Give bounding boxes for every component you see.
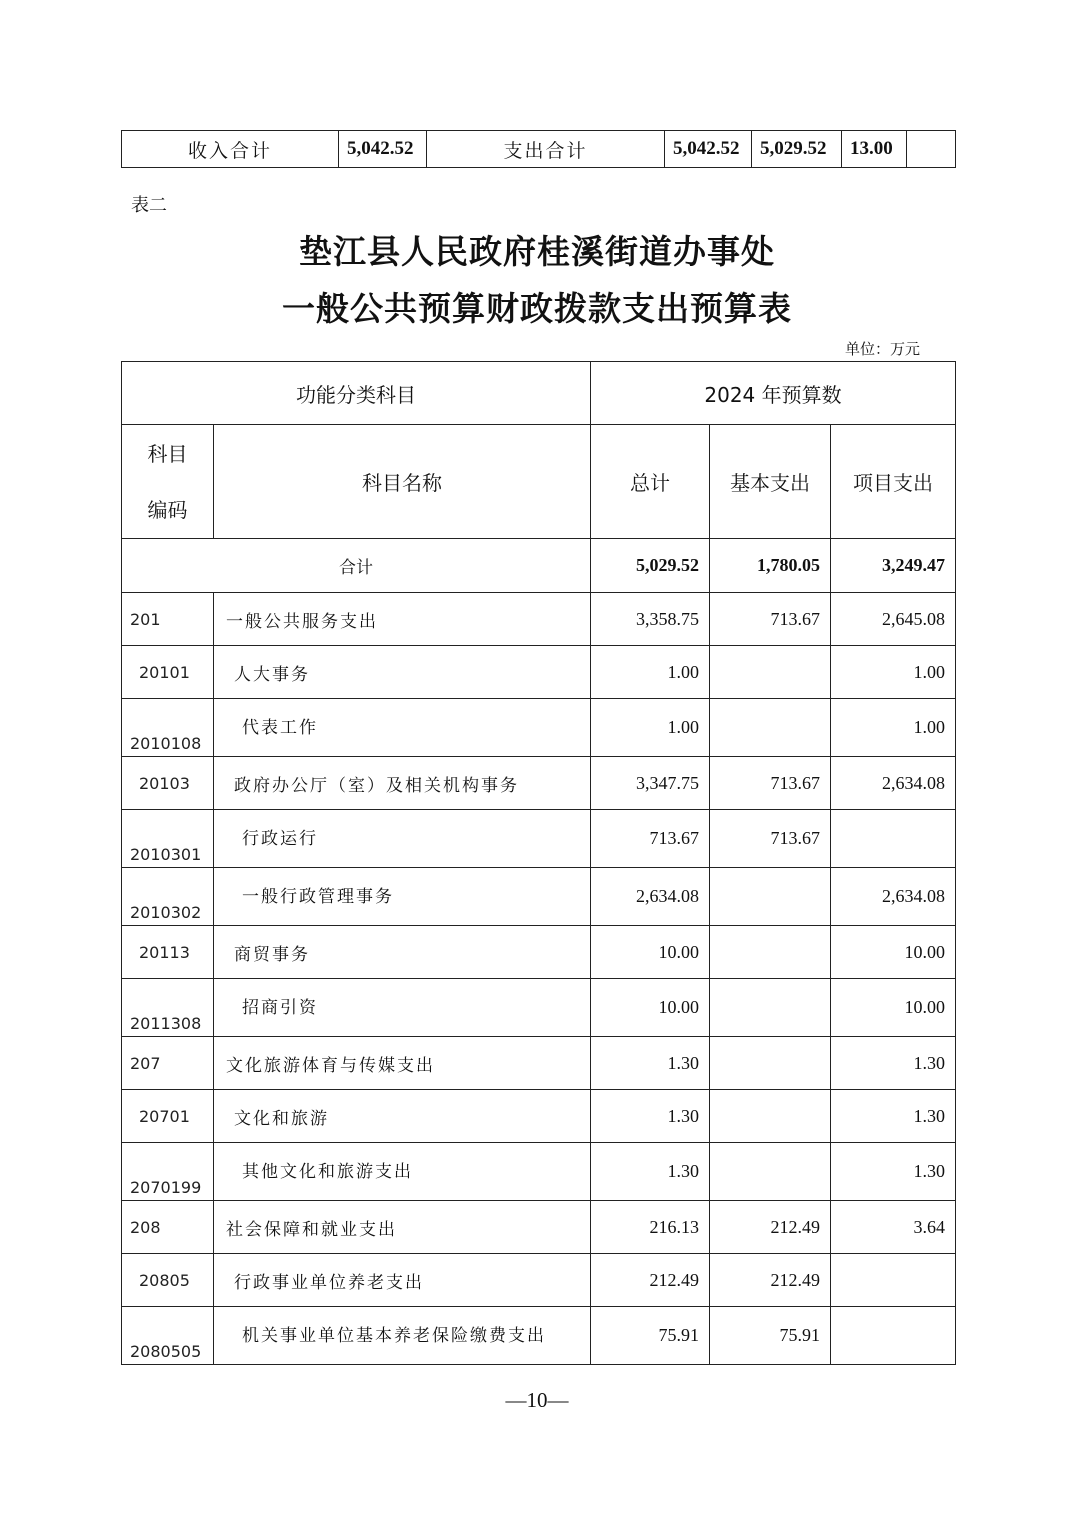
summary-row-table	[121, 130, 956, 168]
project-expense-cell: 1.30	[831, 1037, 956, 1090]
table-row	[122, 1201, 956, 1254]
project-expense-cell: 2,634.08	[831, 757, 956, 810]
subject-code-cell: 2070199	[122, 1143, 214, 1201]
table-row	[122, 1143, 956, 1201]
subject-name-cell: 代表工作	[214, 699, 591, 757]
total-cell: 1.00	[591, 699, 710, 757]
total-row-project: 3,249.47	[831, 539, 956, 593]
total-cell: 1.30	[591, 1090, 710, 1143]
project-expense-cell: 1.00	[831, 646, 956, 699]
expense-value-3: 13.00	[842, 131, 907, 168]
project-expense-cell: 3.64	[831, 1201, 956, 1254]
subject-code-cell: 201	[122, 593, 214, 646]
unit-label: 单位：万元	[844, 340, 920, 358]
page-title-line1: 垫江县人民政府桂溪街道办事处	[299, 232, 775, 271]
subject-code-cell: 207	[122, 1037, 214, 1090]
subject-code-header	[122, 425, 214, 539]
total-cell: 3,358.75	[591, 593, 710, 646]
project-expense-cell	[831, 810, 956, 868]
basic-expense-cell: 713.67	[710, 757, 831, 810]
total-cell: 2,634.08	[591, 868, 710, 926]
basic-expense-cell	[710, 646, 831, 699]
subject-name-cell: 人大事务	[214, 646, 591, 699]
subject-name-cell: 其他文化和旅游支出	[214, 1143, 591, 1201]
subject-code-cell: 20113	[122, 926, 214, 979]
project-expense-cell: 2,645.08	[831, 593, 956, 646]
basic-expense-cell	[710, 1090, 831, 1143]
project-expense-cell: 10.00	[831, 979, 956, 1037]
table-label: 表二	[131, 195, 167, 216]
subject-code-cell: 2010108	[122, 699, 214, 757]
functional-classification-header: 功能分类科目	[122, 362, 591, 425]
subject-code-cell: 2010302	[122, 868, 214, 926]
total-cell: 1.30	[591, 1143, 710, 1201]
project-expense-cell: 1.30	[831, 1143, 956, 1201]
table-row	[122, 1307, 956, 1365]
total-cell: 1.30	[591, 1037, 710, 1090]
total-cell: 713.67	[591, 810, 710, 868]
total-row	[122, 539, 956, 593]
total-cell: 1.00	[591, 646, 710, 699]
table-row	[122, 979, 956, 1037]
subject-code-cell: 20701	[122, 1090, 214, 1143]
total-cell: 212.49	[591, 1254, 710, 1307]
subject-code-cell: 20805	[122, 1254, 214, 1307]
subject-name-cell: 机关事业单位基本养老保险缴费支出	[214, 1307, 591, 1365]
basic-expense-cell	[710, 699, 831, 757]
project-expense-cell: 2,634.08	[831, 868, 956, 926]
subject-code-cell: 20103	[122, 757, 214, 810]
basic-expense-header: 基本支出	[710, 425, 831, 539]
subject-code-cell: 2080505	[122, 1307, 214, 1365]
page-number: —10—	[505, 1388, 569, 1412]
basic-expense-cell	[710, 1037, 831, 1090]
subject-code-header-line2: 编码	[147, 497, 188, 522]
subject-code-cell: 20101	[122, 646, 214, 699]
budget-year-header: 2024 年预算数	[591, 362, 956, 425]
basic-expense-cell: 713.67	[710, 810, 831, 868]
subject-name-cell: 招商引资	[214, 979, 591, 1037]
project-expense-cell	[831, 1254, 956, 1307]
subject-name-cell: 行政运行	[214, 810, 591, 868]
basic-expense-cell	[710, 979, 831, 1037]
subject-code-header-line1: 科目	[147, 441, 188, 466]
table-row	[122, 593, 956, 646]
project-expense-header: 项目支出	[831, 425, 956, 539]
total-cell: 10.00	[591, 926, 710, 979]
total-cell: 216.13	[591, 1201, 710, 1254]
basic-expense-cell	[710, 1143, 831, 1201]
income-total-label: 收入合计	[122, 131, 339, 168]
total-cell: 10.00	[591, 979, 710, 1037]
basic-expense-cell: 212.49	[710, 1254, 831, 1307]
total-header: 总计	[591, 425, 710, 539]
total-row-total: 5,029.52	[591, 539, 710, 593]
subject-name-cell: 政府办公厅（室）及相关机构事务	[214, 757, 591, 810]
subject-name-cell: 一般公共服务支出	[214, 593, 591, 646]
total-cell: 75.91	[591, 1307, 710, 1365]
subject-code-cell: 2011308	[122, 979, 214, 1037]
basic-expense-cell: 212.49	[710, 1201, 831, 1254]
table-row	[122, 1254, 956, 1307]
expense-total-label: 支出合计	[427, 131, 665, 168]
total-row-label: 合计	[122, 539, 591, 593]
expense-total-value: 5,042.52	[665, 131, 752, 168]
expense-value-4	[907, 131, 956, 168]
basic-expense-cell	[710, 868, 831, 926]
basic-expense-cell: 713.67	[710, 593, 831, 646]
subject-name-cell: 文化和旅游	[214, 1090, 591, 1143]
table-row	[122, 699, 956, 757]
table-row	[122, 1037, 956, 1090]
subject-name-cell: 社会保障和就业支出	[214, 1201, 591, 1254]
table-row	[122, 1090, 956, 1143]
table-row	[122, 646, 956, 699]
page-title-line2: 一般公共预算财政拨款支出预算表	[282, 289, 792, 328]
budget-table	[121, 361, 956, 1365]
basic-expense-cell	[710, 926, 831, 979]
project-expense-cell: 1.00	[831, 699, 956, 757]
project-expense-cell	[831, 1307, 956, 1365]
header-row-2	[122, 425, 956, 539]
table-row	[122, 868, 956, 926]
subject-code-cell: 208	[122, 1201, 214, 1254]
table-row	[122, 757, 956, 810]
header-row-1	[122, 362, 956, 425]
total-cell: 3,347.75	[591, 757, 710, 810]
expense-value-2: 5,029.52	[752, 131, 842, 168]
income-total-value: 5,042.52	[339, 131, 427, 168]
subject-code-cell: 2010301	[122, 810, 214, 868]
subject-name-cell: 商贸事务	[214, 926, 591, 979]
project-expense-cell: 10.00	[831, 926, 956, 979]
project-expense-cell: 1.30	[831, 1090, 956, 1143]
total-row-basic: 1,780.05	[710, 539, 831, 593]
subject-name-header: 科目名称	[214, 425, 591, 539]
table-row	[122, 810, 956, 868]
basic-expense-cell: 75.91	[710, 1307, 831, 1365]
table-row	[122, 926, 956, 979]
subject-name-cell: 文化旅游体育与传媒支出	[214, 1037, 591, 1090]
subject-name-cell: 行政事业单位养老支出	[214, 1254, 591, 1307]
subject-name-cell: 一般行政管理事务	[214, 868, 591, 926]
